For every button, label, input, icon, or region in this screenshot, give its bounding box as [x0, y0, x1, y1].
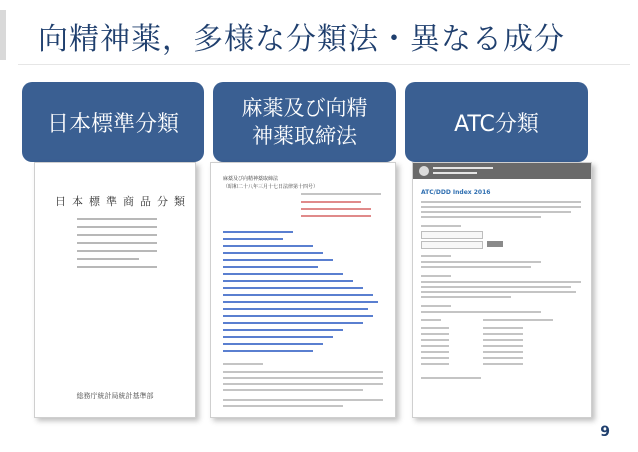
page-number: 9 [600, 424, 610, 440]
header-label: ATC分類 [454, 111, 539, 137]
header-japan-standard-classification [22, 82, 204, 162]
document-title: 日本標準商品分類 [55, 195, 191, 208]
title-accent-bar [0, 10, 6, 60]
slide-title: 向精神薬，多様な分類法・異なる成分 [38, 22, 565, 57]
title-bar [0, 0, 638, 70]
header-atc-classification [405, 82, 588, 162]
document-banner [413, 163, 591, 179]
document-heading: ATC/DDD Index 2016 [421, 189, 491, 196]
title-divider [18, 64, 630, 65]
header-label: 日本標準分類 [46, 111, 179, 137]
document-subheading: （昭和二十八年三月十七日法律第十四号） [223, 184, 319, 190]
document-text-lines [77, 218, 157, 274]
organization-logo-icon [419, 166, 429, 176]
document-footer: 総務庁統計局統計基準部 [76, 392, 154, 400]
header-narcotics-control-law [213, 82, 396, 162]
document-heading: 麻薬及び向精神薬取締法 [223, 176, 279, 182]
header-label: 麻薬及び向精 神薬取締法 [241, 96, 368, 148]
document-atc-ddd-index [412, 162, 592, 418]
document-narcotics-control-law [210, 162, 396, 418]
document-japan-standard-classification [34, 162, 196, 418]
